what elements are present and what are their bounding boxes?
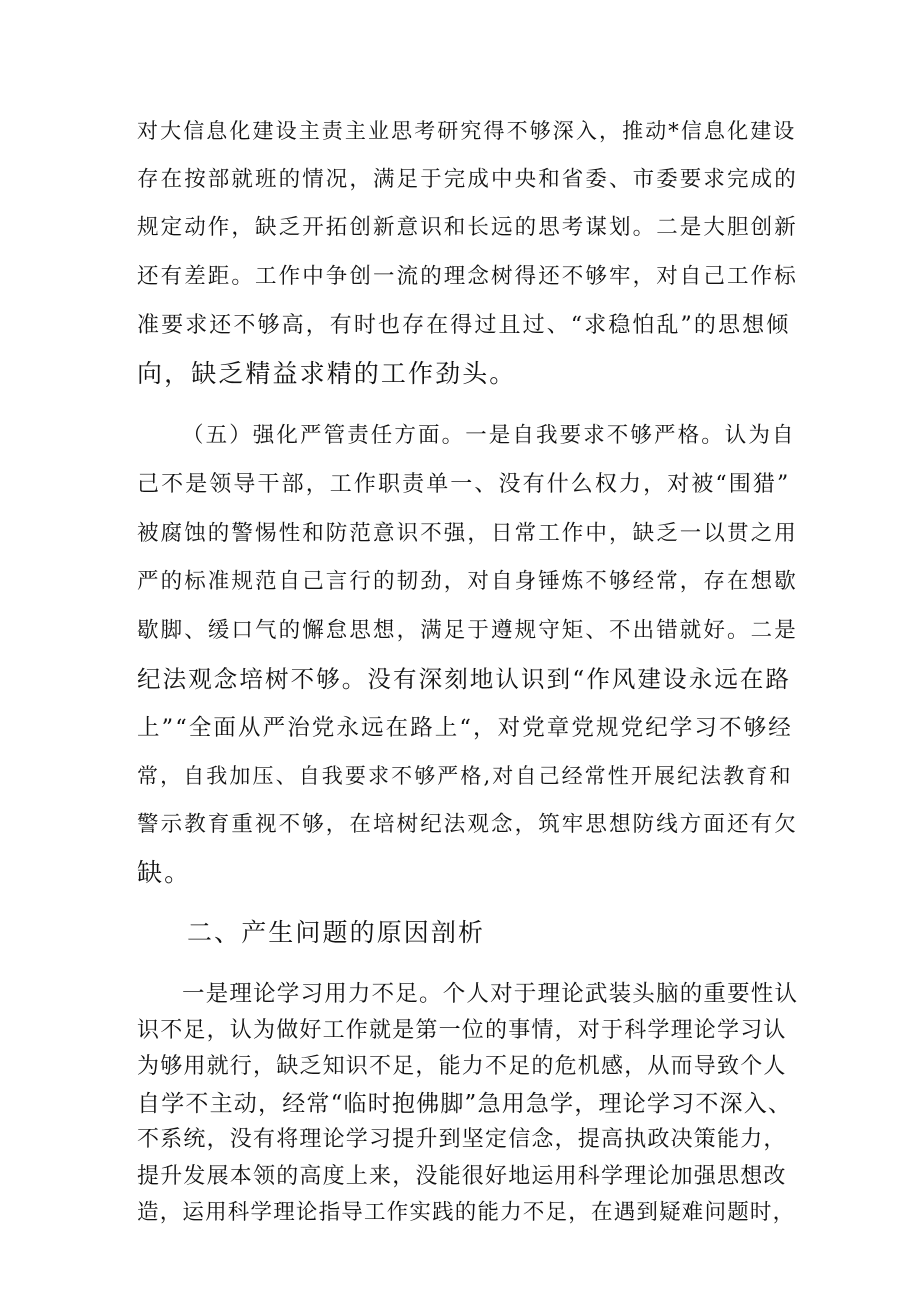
paragraph-line: 纪法观念培树不够。没有深刻地认识到“作风建设永远在路 (137, 665, 792, 693)
paragraph-line: 严的标准规范自己言行的韧劲，对自身锤炼不够经常，存在想歇 (137, 569, 798, 594)
paragraph-line: 提升发展本领的高度上来，没能很好地运用科学理论加强思想改 (137, 1164, 787, 1189)
paragraph-line: 存在按部就班的情况，满足于完成中央和省委、市委要求完成的 (137, 167, 798, 192)
paragraph-line: 还有差距。工作中争创一流的理念树得还不够牢，对自己工作标 (137, 264, 798, 289)
paragraph-line: 被腐蚀的警惕性和防范意识不强，日常工作中，缺乏一以贯之用 (137, 521, 798, 546)
paragraph-line: 不系统，没有将理论学习提升到坚定信念，提高执政决策能力， (137, 1127, 787, 1152)
paragraph-line: 常，自我加压、自我要求不够严格,对自己经常性开展纪法教育和 (137, 764, 793, 788)
paragraph-line: 为够用就行，缺乏知识不足，能力不足的危机感，从而导致个人 (137, 1054, 787, 1079)
paragraph-line: 对大信息化建设主责主业思考研究得不够深入，推动*信息化建设 (137, 119, 797, 143)
paragraph-line: 缺。 (137, 858, 192, 887)
paragraph-line: 己不是领导干部，工作职责单一、没有什么权力，对被“围猎” (137, 472, 791, 497)
paragraph-line: 识不足，认为做好工作就是第一位的事情，对于科学理论学习认 (137, 1018, 787, 1043)
paragraph-first-line: （五）强化严管责任方面。一是自我要求不够严格。认为自 (182, 423, 796, 448)
paragraph-line: 准要求还不够高，有时也存在得过且过、“求稳怕乱”的思想倾 (137, 313, 791, 338)
paragraph-line: 警示教育重视不够，在培树纪法观念，筑牢思想防线方面还有欠 (137, 812, 798, 837)
paragraph-line: 规定动作，缺乏开拓创新意识和长远的思考谋划。二是大胆创新 (137, 215, 798, 240)
paragraph-line: 自学不主动，经常“临时抱佛脚”急用急学，理论学习不深入、 (137, 1091, 793, 1117)
paragraph-line: 造，运用科学理论指导工作实践的能力不足，在遇到疑难问题时， (137, 1200, 796, 1225)
section-heading: 二、产生问题的原因剖析 (187, 918, 486, 947)
paragraph-first-line: 一是理论学习用力不足。个人对于理论武装头脑的重要性认 (182, 981, 799, 1007)
paragraph-line: 歇脚、缓口气的懈怠思想，满足于遵规守矩、不出错就好。二是 (137, 618, 798, 643)
paragraph-line: 上”“全面从严治党永远在路上“，对党章党规党纪学习不够经 (137, 715, 793, 741)
paragraph-line: 向，缺乏精益求精的工作劲头。 (137, 359, 517, 388)
